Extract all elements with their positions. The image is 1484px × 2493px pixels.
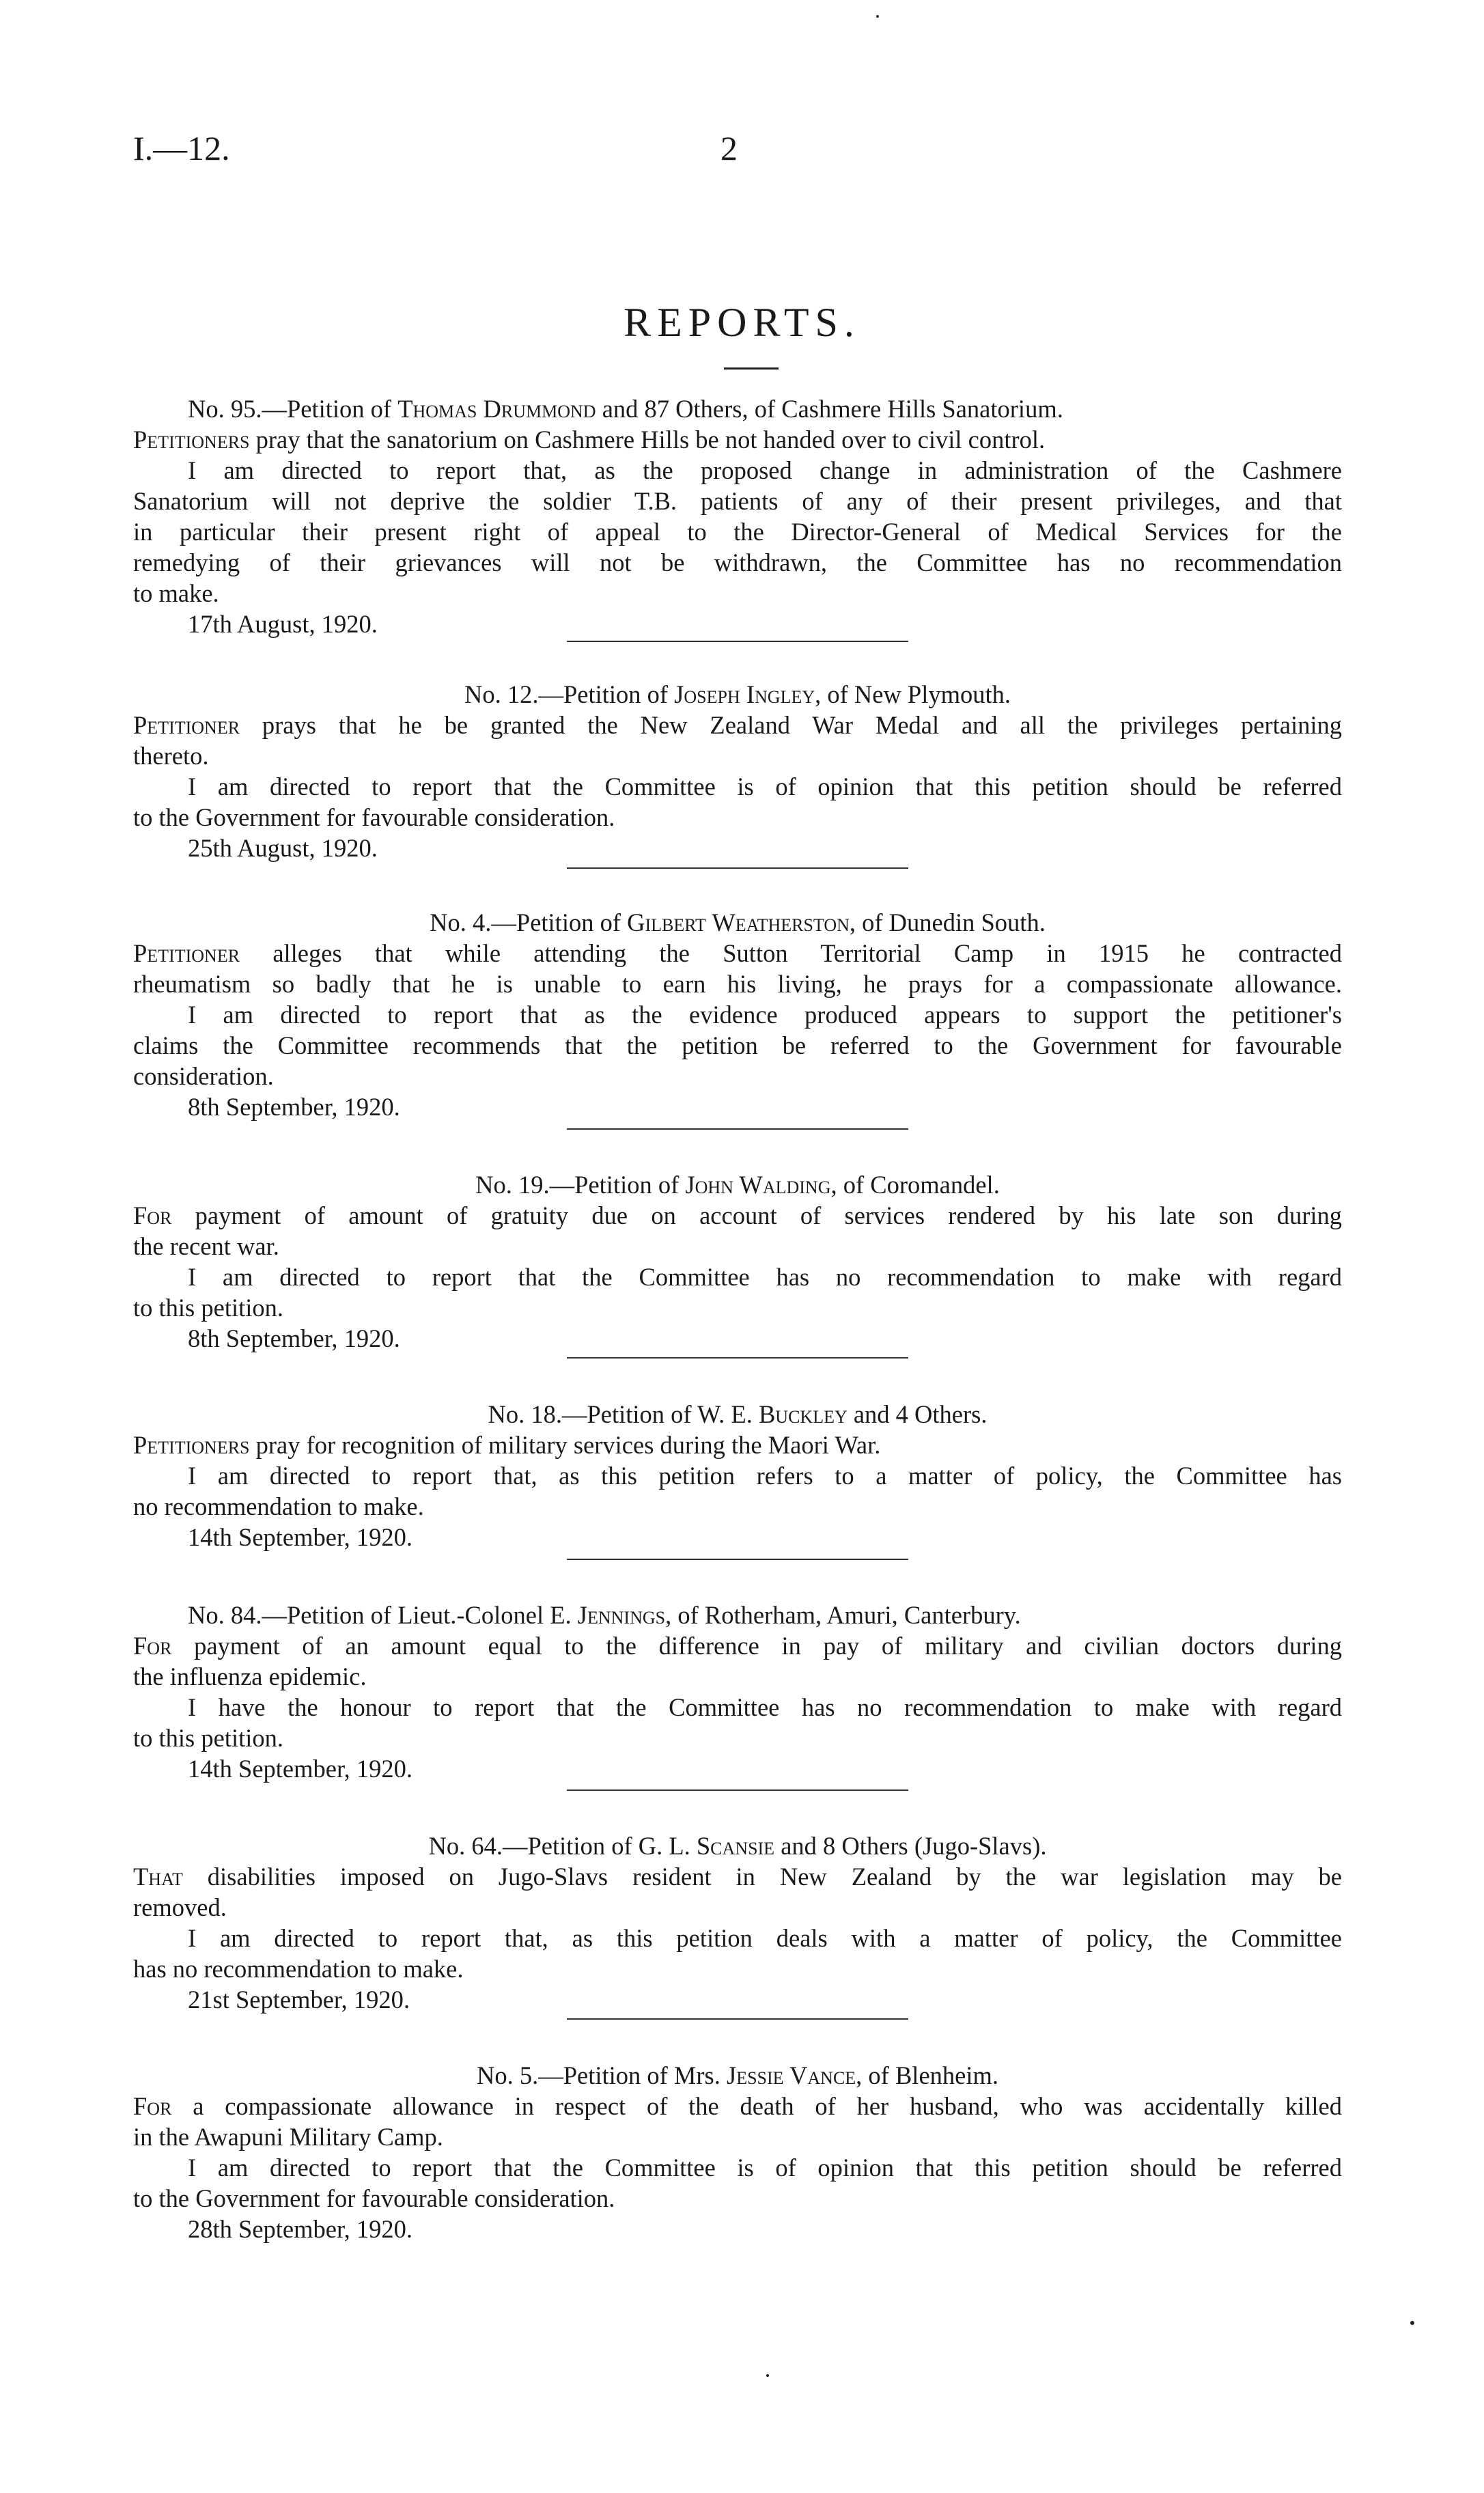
- report-line: I am directed to report that as the evidence produced appears to support the petitioner's: [188, 1001, 1342, 1029]
- petition-prayer-continued: thereto.: [133, 742, 209, 770]
- petition-prayer-continued: rheumatism so badly that he is unable to earn his living, he prays for a compassionate allowance.: [133, 970, 1342, 998]
- parliamentary-paper-reference: I.—12.: [133, 129, 230, 167]
- petition-heading: No. 95.—Petition of Thomas Drummond and 87 Others, of Cashmere Hills Sanatorium.: [188, 395, 1063, 423]
- petition-prayer: Petitioners pray that the sanatorium on Cashmere Hills be not handed over to civil control.: [133, 426, 1046, 454]
- page-title: REPORTS.: [624, 300, 860, 345]
- section-divider: [567, 1357, 908, 1359]
- petition-block: [133, 2060, 1342, 2244]
- report-date: 8th September, 1920.: [188, 1324, 400, 1352]
- petitioner-name: Jennings: [577, 1601, 666, 1629]
- petition-prayer-continued: the recent war.: [133, 1232, 279, 1260]
- report-date: 14th September, 1920.: [188, 1755, 413, 1783]
- report-line: remedying of their grievances will not be withdrawn, the Committee has no recommendation: [133, 548, 1342, 576]
- report-date: 28th September, 1920.: [188, 2215, 413, 2243]
- petition-block: [133, 393, 1342, 639]
- petition-prayer: That disabilities imposed on Jugo-Slavs resident in New Zealand by the war legislation may be: [133, 1863, 1342, 1891]
- report-date: 17th August, 1920.: [188, 610, 378, 638]
- petition-prayer: Petitioner alleges that while attending the Sutton Territorial Camp in 1915 he contracted: [133, 939, 1342, 967]
- petition-block: [133, 1399, 1342, 1552]
- petition-heading: No. 5.—Petition of Mrs. Jessie Vance, of Blenheim.: [476, 2061, 998, 2089]
- report-date: 21st September, 1920.: [188, 1986, 410, 2014]
- petition-block: [133, 1830, 1342, 2015]
- section-divider: [567, 1559, 908, 1560]
- petitioner-name: Thomas Drummond: [397, 395, 596, 423]
- petitioner-name: Joseph Ingley: [674, 680, 815, 708]
- report-line: I am directed to report that, as this petition refers to a matter of policy, the Committee has: [188, 1462, 1342, 1490]
- petition-prayer-continued: removed.: [133, 1893, 227, 1921]
- print-speck: [1410, 2321, 1414, 2325]
- title-underline: [724, 367, 779, 370]
- petitioner-name: Jessie Vance: [727, 2061, 856, 2089]
- report-date: 14th September, 1920.: [188, 1523, 413, 1551]
- petition-block: [133, 1169, 1342, 1354]
- petition-prayer: Petitioner prays that he be granted the New Zealand War Medal and all the privileges pertaining: [133, 711, 1342, 739]
- report-line: to make.: [133, 579, 219, 607]
- print-speck: [876, 15, 879, 18]
- petitioner-name: Gilbert Weatherston: [627, 908, 850, 936]
- petition-heading: No. 4.—Petition of Gilbert Weatherston, of Dunedin South.: [430, 908, 1046, 936]
- petitioner-name: Scansie: [696, 1832, 775, 1860]
- page-number: 2: [720, 129, 738, 167]
- report-line: I am directed to report that the Committee is of opinion that this petition should be referred: [188, 772, 1342, 800]
- report-line: no recommendation to make.: [133, 1492, 424, 1520]
- report-line: I am directed to report that, as the proposed change in administration of the Cashmere: [188, 456, 1342, 484]
- report-line: I am directed to report that the Committee is of opinion that this petition should be referred: [188, 2154, 1342, 2182]
- petition-block: [133, 679, 1342, 863]
- section-divider: [567, 2018, 908, 2020]
- petition-heading: No. 64.—Petition of G. L. Scansie and 8 Others (Jugo-Slavs).: [428, 1832, 1047, 1860]
- petition-prayer: For a compassionate allowance in respect of the death of her husband, who was accidentally killed: [133, 2092, 1342, 2120]
- report-line: in particular their present right of appeal to the Director-General of Medical Services for the: [133, 518, 1342, 546]
- report-line: I have the honour to report that the Committee has no recommendation to make with regard: [188, 1693, 1342, 1721]
- report-line: to this petition.: [133, 1724, 284, 1752]
- report-date: 8th September, 1920.: [188, 1093, 400, 1121]
- petition-prayer: Petitioners pray for recognition of military services during the Maori War.: [133, 1431, 881, 1459]
- report-date: 25th August, 1920.: [188, 834, 378, 862]
- section-divider: [567, 1128, 908, 1130]
- print-speck: [766, 2374, 769, 2377]
- petition-prayer: For payment of an amount equal to the difference in pay of military and civilian doctors during: [133, 1632, 1342, 1660]
- report-line: to this petition.: [133, 1294, 284, 1322]
- petition-heading: No. 84.—Petition of Lieut.-Colonel E. Jennings, of Rotherham, Amuri, Canterbury.: [188, 1601, 1021, 1629]
- petition-heading: No. 12.—Petition of Joseph Ingley, of New Plymouth.: [464, 680, 1011, 708]
- petition-heading: No. 19.—Petition of John Walding, of Coromandel.: [475, 1171, 1000, 1199]
- report-line: to the Government for favourable consideration.: [133, 2184, 615, 2212]
- section-divider: [567, 867, 908, 869]
- petitioner-name: John Walding: [685, 1171, 831, 1199]
- petition-block: [133, 1600, 1342, 1784]
- report-line: I am directed to report that, as this petition deals with a matter of policy, the Committee: [188, 1924, 1342, 1952]
- report-line: Sanatorium will not deprive the soldier T.B. patients of any of their present privileges, and that: [133, 487, 1342, 515]
- report-line: has no recommendation to make.: [133, 1955, 464, 1983]
- petition-prayer-continued: in the Awapuni Military Camp.: [133, 2123, 443, 2151]
- petitioner-name: Buckley: [758, 1400, 848, 1428]
- petition-prayer: For payment of amount of gratuity due on account of services rendered by his late son during: [133, 1201, 1342, 1229]
- report-line: I am directed to report that the Committee has no recommendation to make with regard: [188, 1263, 1342, 1291]
- petition-prayer-continued: the influenza epidemic.: [133, 1662, 367, 1690]
- petition-block: [133, 907, 1342, 1122]
- section-divider: [567, 1789, 908, 1791]
- report-line: claims the Committee recommends that the petition be referred to the Government for favourable: [133, 1031, 1342, 1059]
- report-line: consideration.: [133, 1062, 274, 1090]
- section-divider: [567, 641, 908, 642]
- report-line: to the Government for favourable consideration.: [133, 803, 615, 831]
- petition-heading: No. 18.—Petition of W. E. Buckley and 4 Others.: [488, 1400, 988, 1428]
